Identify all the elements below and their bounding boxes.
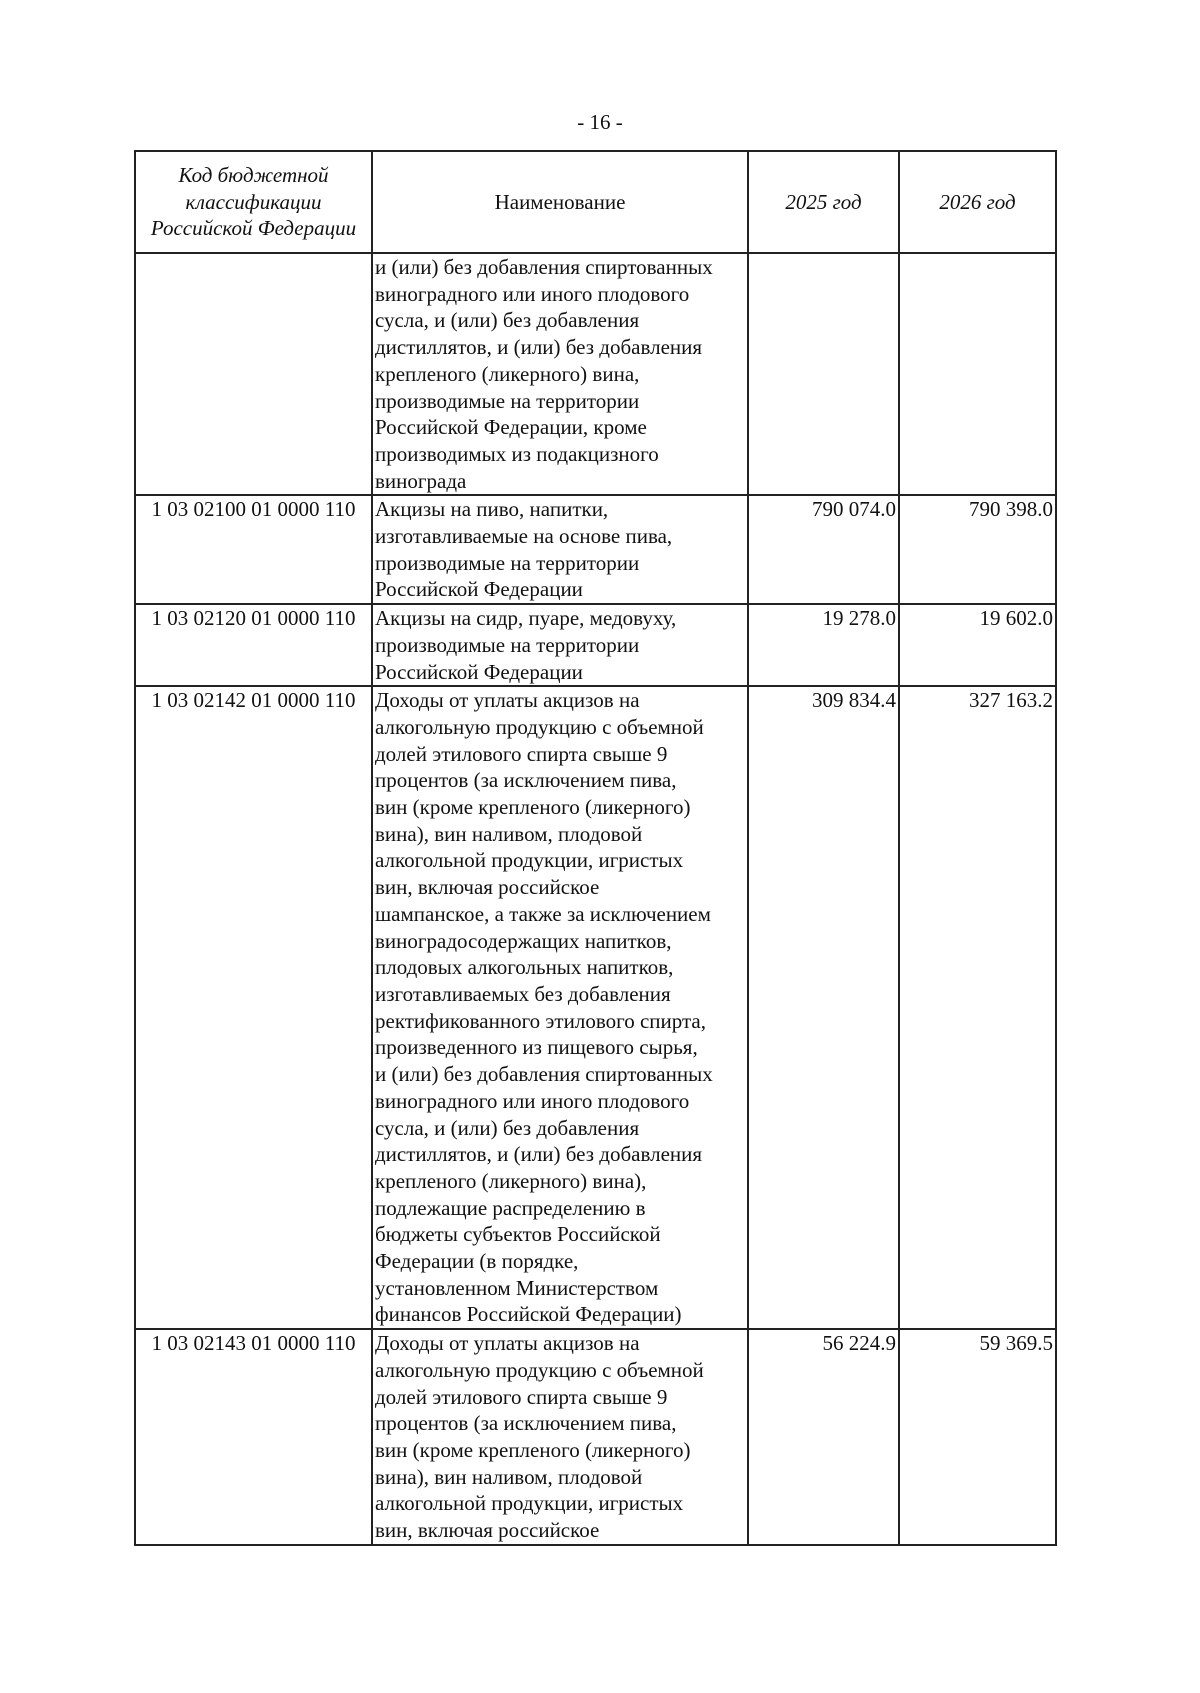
name-line: долей этилового спирта свыше 9 <box>375 1384 668 1409</box>
name-line: и (или) без добавления спиртованных <box>375 255 713 279</box>
name-line: виноградосодержащих напитков, <box>375 928 672 953</box>
name-line: ректификованного этилового спирта, <box>375 1008 706 1033</box>
name-line: дистиллятов, и (или) без добавления <box>375 335 703 360</box>
name-line: вин, включая российское <box>375 1518 600 1543</box>
name-line: алкогольную продукцию с объемной <box>375 1357 704 1382</box>
table-row <box>135 604 1056 686</box>
name-line: процентов (за исключением пива, <box>375 1411 677 1436</box>
header-row <box>135 151 1056 253</box>
header-code-line: классификации <box>185 189 322 214</box>
value-2025-cell: 309 834.4 <box>748 686 899 1329</box>
name-line: производимые на территории <box>375 550 640 575</box>
name-line: производимые на территории <box>375 388 640 413</box>
page-number: - 16 - <box>577 110 623 134</box>
table-row <box>135 495 1056 604</box>
name-line: алкогольной продукции, игристых <box>375 1491 684 1516</box>
header-name: Наименование <box>372 151 748 253</box>
table-row <box>135 1329 1056 1545</box>
budget-code-cell: 1 03 02142 01 0000 110 <box>135 686 372 1329</box>
name-line: производимых из подакцизного <box>375 441 659 466</box>
budget-code-cell: 1 03 02143 01 0000 110 <box>135 1329 372 1545</box>
name-line: Доходы от уплаты акцизов на <box>375 1331 640 1356</box>
value-2025-cell: 56 224.9 <box>748 1329 899 1545</box>
header-code-line: Российской Федерации <box>150 216 357 241</box>
name-cell <box>372 253 748 495</box>
name-line: виноградного или иного плодового <box>375 281 690 306</box>
name-line: вина), вин наливом, плодовой <box>375 821 643 846</box>
name-line: установленном Министерством <box>375 1275 659 1300</box>
name-line: процентов (за исключением пива, <box>375 768 677 793</box>
budget-table <box>134 150 1057 1546</box>
name-line: финансов Российской Федерации) <box>375 1302 682 1327</box>
header-code-line: Код бюджетной <box>178 162 329 187</box>
value-2026-cell: 790 398.0 <box>899 495 1056 604</box>
name-line: изготавливаемые на основе пива, <box>375 524 673 549</box>
name-line: и (или) без добавления спиртованных <box>375 1062 713 1087</box>
name-line: долей этилового спирта свыше 9 <box>375 741 668 766</box>
name-line: произведенного из пищевого сырья, <box>375 1035 698 1060</box>
name-line: виноградного или иного плодового <box>375 1088 690 1113</box>
budget-code-cell: 1 03 02120 01 0000 110 <box>135 604 372 686</box>
name-line: Федерации (в порядке, <box>375 1249 579 1274</box>
table-body <box>135 253 1056 1545</box>
name-line: плодовых алкогольных напитков, <box>375 955 674 980</box>
name-line: бюджеты субъектов Российской <box>375 1222 661 1247</box>
name-line: сусла, и (или) без добавления <box>375 308 640 333</box>
name-line: Акцизы на пиво, напитки, <box>375 497 609 522</box>
value-2025-cell <box>748 253 899 495</box>
name-cell <box>372 1329 748 1545</box>
name-line: вин, включая российское <box>375 875 600 900</box>
name-line: винограда <box>375 468 467 493</box>
header-year-2026: 2026 год <box>899 151 1056 253</box>
name-line: вин (кроме крепленого (ликерного) <box>375 1437 691 1462</box>
name-line: вин (кроме крепленого (ликерного) <box>375 795 691 820</box>
budget-code-cell: 1 03 02100 01 0000 110 <box>135 495 372 604</box>
name-line: Российской Федерации, кроме <box>375 415 647 440</box>
name-line: производимые на территории <box>375 632 640 657</box>
value-2026-cell: 59 369.5 <box>899 1329 1056 1545</box>
header-code <box>135 151 372 253</box>
name-line: Акцизы на сидр, пуаре, медовуху, <box>375 606 677 631</box>
name-line: алкогольную продукцию с объемной <box>375 714 704 739</box>
name-line: дистиллятов, и (или) без добавления <box>375 1142 703 1167</box>
name-cell <box>372 604 748 686</box>
name-line: подлежащие распределению в <box>375 1195 646 1220</box>
header-year-2025: 2025 год <box>748 151 899 253</box>
name-line: Российской Федерации <box>375 659 583 684</box>
name-line: алкогольной продукции, игристых <box>375 848 684 873</box>
value-2025-cell: 790 074.0 <box>748 495 899 604</box>
table-row <box>135 686 1056 1329</box>
budget-code-cell <box>135 253 372 495</box>
value-2026-cell <box>899 253 1056 495</box>
name-line: изготавливаемых без добавления <box>375 981 671 1006</box>
table-row <box>135 253 1056 495</box>
name-line: крепленого (ликерного) вина, <box>375 361 640 386</box>
name-cell <box>372 495 748 604</box>
name-line: вина), вин наливом, плодовой <box>375 1464 643 1489</box>
value-2026-cell: 327 163.2 <box>899 686 1056 1329</box>
name-line: Доходы от уплаты акцизов на <box>375 688 640 713</box>
value-2025-cell: 19 278.0 <box>748 604 899 686</box>
value-2026-cell: 19 602.0 <box>899 604 1056 686</box>
name-cell <box>372 686 748 1329</box>
name-line: крепленого (ликерного) вина), <box>375 1168 647 1193</box>
name-line: сусла, и (или) без добавления <box>375 1115 640 1140</box>
name-line: Российской Федерации <box>375 577 583 602</box>
name-line: шампанское, а также за исключением <box>375 901 711 926</box>
